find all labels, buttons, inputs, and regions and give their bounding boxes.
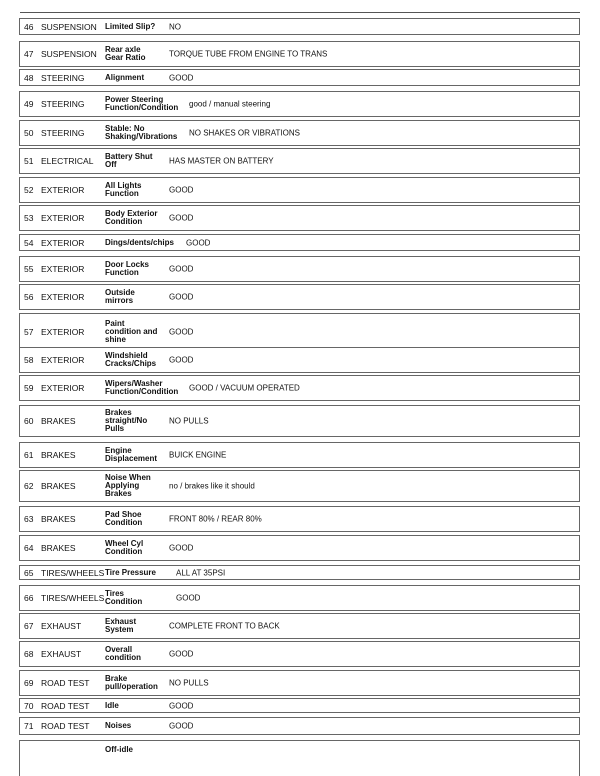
item-label: Tire Pressure — [105, 567, 156, 577]
item-label: All Lights Function — [105, 181, 142, 198]
item-category: TIRES/WHEELS — [41, 567, 105, 578]
item-number: 51 — [24, 156, 34, 166]
item-label: Windshield Cracks/Chips — [105, 351, 157, 368]
item-category: TIRES/WHEELS — [41, 593, 105, 603]
item-value: GOOD — [169, 721, 194, 731]
item-category: EXTERIOR — [41, 355, 85, 365]
table-row — [19, 442, 580, 468]
item-number: 68 — [24, 649, 34, 659]
item-value: GOOD — [169, 701, 194, 710]
item-number: 55 — [24, 264, 34, 274]
item-category: BRAKES — [41, 543, 76, 553]
item-value: BUICK ENGINE — [169, 450, 227, 460]
item-value: GOOD — [169, 264, 194, 274]
item-number: 48 — [24, 72, 34, 83]
item-number: 50 — [24, 128, 34, 138]
item-label: Battery Shut Off — [105, 152, 153, 169]
item-category: EXTERIOR — [41, 264, 85, 274]
table-row — [19, 284, 580, 310]
item-category: SUSPENSION — [41, 49, 97, 59]
table-row — [19, 205, 580, 231]
item-value: GOOD — [169, 73, 194, 82]
item-label: Noises — [105, 721, 132, 730]
table-row — [19, 698, 580, 713]
item-value: GOOD — [169, 185, 194, 195]
item-value: GOOD — [186, 238, 211, 247]
item-category: EXHAUST — [41, 621, 82, 631]
item-value: GOOD / VACUUM OPERATED — [189, 383, 300, 393]
table-row — [19, 613, 580, 639]
item-number: 67 — [24, 621, 34, 631]
table-row — [19, 717, 580, 735]
table-row — [19, 470, 580, 502]
item-label: Door Locks Function — [105, 260, 150, 277]
item-number: 53 — [24, 213, 34, 223]
table-row — [19, 740, 580, 776]
item-category: BRAKES — [41, 416, 76, 426]
item-number: 60 — [24, 416, 34, 426]
item-category: BRAKES — [41, 450, 76, 460]
item-label: Tires Condition — [105, 589, 143, 606]
item-number: 70 — [24, 700, 34, 711]
item-number: 69 — [24, 678, 34, 688]
item-label: Wipers/Washer Function/Condition — [105, 379, 179, 396]
item-category: EXTERIOR — [41, 185, 85, 195]
item-label: Body Exterior Condition — [105, 209, 158, 226]
table-row — [19, 120, 580, 146]
item-label: Outside mirrors — [105, 288, 135, 305]
item-label: Paint condition and shine — [105, 318, 158, 344]
item-value: GOOD — [169, 355, 194, 365]
item-label: Limited Slip? — [105, 21, 156, 31]
table-row — [19, 177, 580, 203]
item-label: Rear axle Gear Ratio — [105, 45, 146, 62]
item-category: EXTERIOR — [41, 292, 85, 302]
table-row — [19, 641, 580, 667]
item-label: Pad Shoe Condition — [105, 510, 143, 527]
item-value: NO PULLS — [169, 678, 209, 688]
item-value: GOOD — [169, 327, 194, 336]
item-number: 47 — [24, 49, 34, 59]
item-value: GOOD — [169, 213, 194, 223]
item-value: GOOD — [169, 649, 194, 659]
item-category: EXTERIOR — [41, 383, 85, 393]
table-row — [19, 506, 580, 532]
item-label: Idle — [105, 700, 119, 710]
table-row — [19, 585, 580, 611]
item-value: TORQUE TUBE FROM ENGINE TO TRANS — [169, 49, 328, 59]
top-rule — [20, 12, 580, 13]
item-category: ROAD TEST — [41, 678, 90, 688]
item-number: 59 — [24, 383, 34, 393]
item-category: BRAKES — [41, 514, 76, 524]
item-value: COMPLETE FRONT TO BACK — [169, 621, 280, 631]
item-number: 54 — [24, 237, 34, 248]
item-label: Power Steering Function/Condition — [105, 95, 179, 112]
item-number: 64 — [24, 543, 34, 553]
table-row — [19, 234, 580, 251]
table-row — [19, 375, 580, 401]
item-category: ELECTRICAL — [41, 156, 94, 166]
item-label: Noise When Applying Brakes — [105, 473, 151, 498]
item-number: 71 — [24, 721, 34, 731]
item-value: GOOD — [169, 543, 194, 553]
item-category: SUSPENSION — [41, 21, 97, 32]
item-value: ALL AT 35PSI — [176, 568, 226, 577]
item-number: 61 — [24, 450, 34, 460]
item-category: STEERING — [41, 99, 85, 109]
item-value: GOOD — [169, 292, 194, 302]
item-number: 46 — [24, 21, 34, 32]
item-value: NO — [169, 22, 181, 31]
item-category: EXTERIOR — [41, 326, 85, 337]
item-category: EXTERIOR — [41, 237, 85, 248]
item-value: no / brakes like it should — [169, 481, 255, 491]
item-value: NO SHAKES OR VIBRATIONS — [189, 128, 300, 138]
item-number: 49 — [24, 99, 34, 109]
item-number: 58 — [24, 355, 34, 365]
item-value: GOOD — [176, 593, 201, 603]
item-label: Exhaust System — [105, 617, 137, 634]
table-row — [19, 405, 580, 437]
table-row — [19, 256, 580, 282]
item-label: Overall condition — [105, 645, 141, 662]
table-row — [19, 148, 580, 174]
item-category: BRAKES — [41, 481, 76, 491]
item-value: NO PULLS — [169, 416, 209, 426]
table-row — [19, 313, 580, 350]
table-row — [19, 91, 580, 117]
item-label: Dings/dents/chips — [105, 237, 174, 247]
table-row — [19, 670, 580, 696]
item-category: STEERING — [41, 72, 85, 83]
item-category: STEERING — [41, 128, 85, 138]
table-row — [19, 41, 580, 67]
item-number: 56 — [24, 292, 34, 302]
item-number: 65 — [24, 567, 34, 578]
item-value: HAS MASTER ON BATTERY — [169, 156, 274, 166]
item-label: Brake pull/operation — [105, 674, 158, 691]
item-label: Brakes straight/No Pulls — [105, 408, 148, 433]
item-number: 66 — [24, 593, 34, 603]
item-number: 52 — [24, 185, 34, 195]
table-row — [19, 535, 580, 561]
item-value: FRONT 80% / REAR 80% — [169, 514, 262, 524]
item-category: EXTERIOR — [41, 213, 85, 223]
item-value: good / manual steering — [189, 99, 271, 109]
table-row — [19, 347, 580, 373]
table-row — [19, 69, 580, 86]
item-label: Stable: No Shaking/Vibrations — [105, 124, 178, 141]
item-category: ROAD TEST — [41, 700, 90, 711]
item-number: 62 — [24, 481, 34, 491]
item-label: Engine Displacement — [105, 446, 158, 463]
table-row — [19, 565, 580, 580]
item-label: Off-idle — [105, 745, 133, 754]
item-label: Wheel Cyl Condition — [105, 539, 144, 556]
item-label: Alignment — [105, 72, 145, 82]
item-number: 57 — [24, 326, 34, 337]
item-number: 63 — [24, 514, 34, 524]
item-category: EXHAUST — [41, 649, 82, 659]
item-category: ROAD TEST — [41, 721, 90, 731]
table-row — [19, 18, 580, 35]
